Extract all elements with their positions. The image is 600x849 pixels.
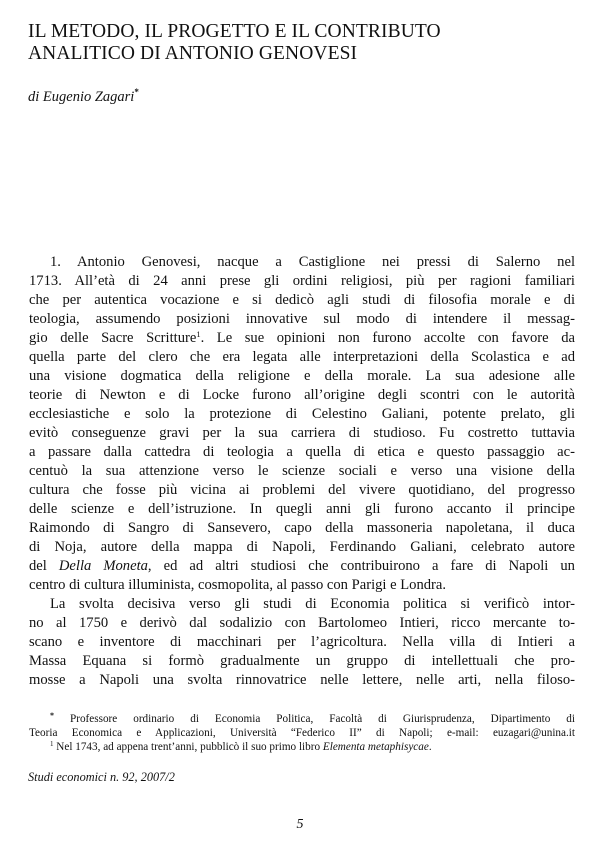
body-line: no al 1750 e derivò dal sodalizio con Bartolomeo Intieri, ricco mercante to- <box>29 615 575 631</box>
body-line: a passare dalla cattedra di teologia a quella di etica e questo passaggio ac- <box>29 444 575 460</box>
footnote-book-title: Elementa metaphisycae <box>322 741 429 753</box>
body-text: del <box>29 558 59 574</box>
footnote-1 <box>50 742 575 753</box>
body-text: . Le sue opinioni non furono accolte con favore da <box>200 330 575 346</box>
body-line: cultura che fosse più vicina ai problemi del vivere quotidiano, del progresso <box>29 482 575 498</box>
body-line: teorie di Newton e di Locke furono all’origine degli scontri con le autorità <box>29 387 575 403</box>
body-line: evitò conseguenze gravi per la sua carriera di studioso. Fu costretto tuttavia <box>29 425 575 441</box>
footnote-ref-1: 1 <box>196 329 201 339</box>
body-line <box>29 331 575 346</box>
body-line: centuò la sua attenzione verso le scienze sociali e verso una visione della <box>29 463 575 479</box>
footnote-marker: 1 <box>50 740 54 748</box>
journal-reference: Studi economici n. 92, 2007/2 <box>28 770 175 784</box>
page-title-line-1: IL METODO, IL PROGETTO E IL CONTRIBUTO <box>28 21 441 42</box>
body-line: centro di cultura illuminista, cosmopolita, al passo con Parigi e Londra. <box>29 577 447 593</box>
book-title: Della Moneta <box>58 558 148 574</box>
page-title-line-2: ANALITICO DI ANTONIO GENOVESI <box>28 43 358 64</box>
author-byline <box>28 87 139 106</box>
body-text: , ed ad altri studiosi che contribuirono a fare di Napoli un <box>147 558 575 574</box>
footnote-text: . <box>428 741 432 753</box>
author-footnote-marker: * <box>134 87 139 97</box>
body-line: che per autentica vocazione e si dedicò agli studi di filosofia morale e di <box>29 292 575 308</box>
page-number: 5 <box>296 817 304 832</box>
footnote-author <box>50 711 576 725</box>
body-line: delle scienze e dell’istruzione. In quegli anni gli furono accanto il principe <box>29 501 575 517</box>
author-name: di Eugenio Zagari <box>28 89 135 105</box>
footnote-text: Nel 1743, ad appena trent’anni, pubblicò il suo primo libro <box>56 741 323 753</box>
body-line: 1. Antonio Genovesi, nacque a Castiglione nei pressi di Salerno nel <box>50 254 575 270</box>
body-line: quella parte del clero che era legata alle interpretazioni della Scolastica e ad <box>29 349 575 365</box>
footnote-text: Professore ordinario di Economia Politica, Facoltà di Giurisprudenza, Dipartimento di <box>70 713 576 725</box>
body-text: gio delle Sacre Scritture <box>29 330 197 346</box>
body-line: teologia, assumendo posizioni innovative sul modo di intendere il messag- <box>29 311 575 327</box>
body-line: 1713. All’età di 24 anni prese gli ordini religiosi, più per ragioni familiari <box>29 273 575 289</box>
footnote-author-cont: Teoria Economica e Applicazioni, Università “Federico II” di Napoli; e-mail: euzagari@unina.it <box>29 727 575 739</box>
body-line: Raimondo di Sangro di Sansevero, capo della massoneria napoletana, il duca <box>29 520 575 536</box>
body-line: La svolta decisiva verso gli studi di Economia politica si verificò intor- <box>50 596 575 612</box>
body-line: di Noja, autore della mappa di Napoli, Ferdinando Galiani, celebrato autore <box>29 539 575 555</box>
body-line: mosse a Napoli una svolta rinnovatrice nelle lettere, nelle arti, nella filoso- <box>29 672 575 688</box>
body-line: ecclesiastiche e solo la protezione di Celestino Galiani, potente prelato, gli <box>29 406 575 422</box>
footnote-marker: * <box>50 711 54 720</box>
body-line: scano e inventore di macchinari per l’agricoltura. Nella villa di Intieri a <box>29 634 575 650</box>
body-line: una visione dogmatica della religione e della morale. La sua adesione alle <box>29 368 575 384</box>
body-line: Massa Equana si formò gradualmente un gruppo di intellettuali che pro- <box>29 653 575 669</box>
body-line <box>29 559 575 574</box>
